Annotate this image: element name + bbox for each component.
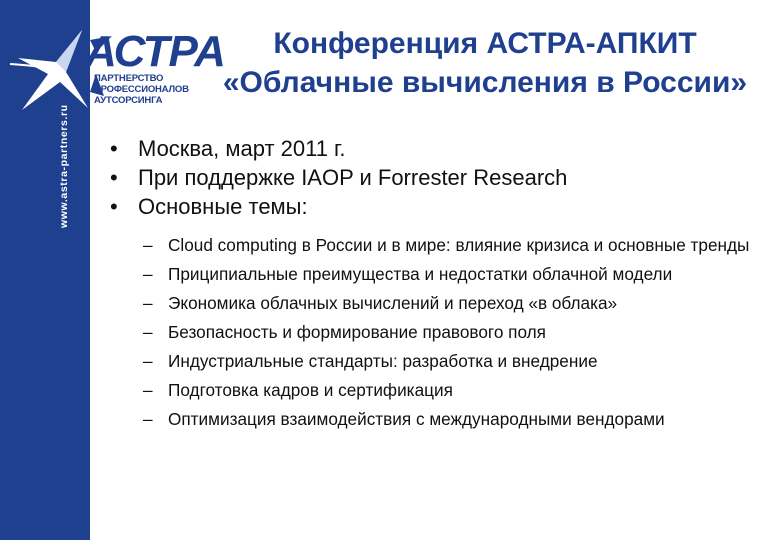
bullet-mark: • xyxy=(110,136,118,161)
topic-dash: – xyxy=(143,235,153,255)
topic-item xyxy=(143,262,768,286)
topic-dash: – xyxy=(143,351,153,371)
topic-text: Приципиальные преимущества и недостатки облачной модели xyxy=(168,264,673,284)
bullet-list xyxy=(108,134,768,221)
topic-list xyxy=(143,233,768,436)
topic-item xyxy=(143,349,768,373)
topic-text: Подготовка кадров и сертификация xyxy=(168,380,453,400)
topic-item xyxy=(143,233,768,257)
bullet-item xyxy=(108,192,768,221)
bullet-text: Москва, март 2011 г. xyxy=(138,136,346,161)
bullet-text: Основные темы: xyxy=(138,194,308,219)
bullet-mark: • xyxy=(110,194,118,219)
topic-dash: – xyxy=(143,409,153,429)
title-line-1: Конференция АСТРА-АПКИТ xyxy=(273,27,697,60)
bullet-mark: • xyxy=(110,165,118,190)
site-url: www.astra-partners.ru xyxy=(58,104,70,228)
topic-text: Оптимизация взаимодействия с международными вендорами xyxy=(168,409,665,429)
slide-title xyxy=(200,24,770,102)
topic-text: Cloud computing в России и в мире: влияние кризиса и основные тренды xyxy=(168,235,750,255)
topic-dash: – xyxy=(143,293,153,313)
title-line-2: «Облачные вычисления в России» xyxy=(222,66,748,99)
topic-item xyxy=(143,407,768,431)
topic-text: Экономика облачных вычислений и переход «в облака» xyxy=(168,293,618,313)
topic-dash: – xyxy=(143,322,153,342)
bullet-text: При поддержке IAOP и Forrester Research xyxy=(138,165,568,190)
topic-item xyxy=(143,378,768,402)
topic-item xyxy=(143,320,768,344)
logo-line-1: ПАРТНЕРСТВО xyxy=(94,73,164,84)
logo-line-2: ПРОФЕССИОНАЛОВ xyxy=(94,84,189,95)
bullet-item xyxy=(108,163,768,192)
topic-text: Индустриальные стандарты: разработка и внедрение xyxy=(168,351,598,371)
logo-word: АСТРА xyxy=(85,27,225,76)
logo-subtitle xyxy=(94,73,204,106)
logo-line-3: АУТСОРСИНГА xyxy=(94,95,163,106)
topic-text: Безопасность и формирование правового поля xyxy=(168,322,546,342)
bullet-item xyxy=(108,134,768,163)
topic-dash: – xyxy=(143,380,153,400)
topic-item xyxy=(143,291,768,315)
topic-dash: – xyxy=(143,264,153,284)
